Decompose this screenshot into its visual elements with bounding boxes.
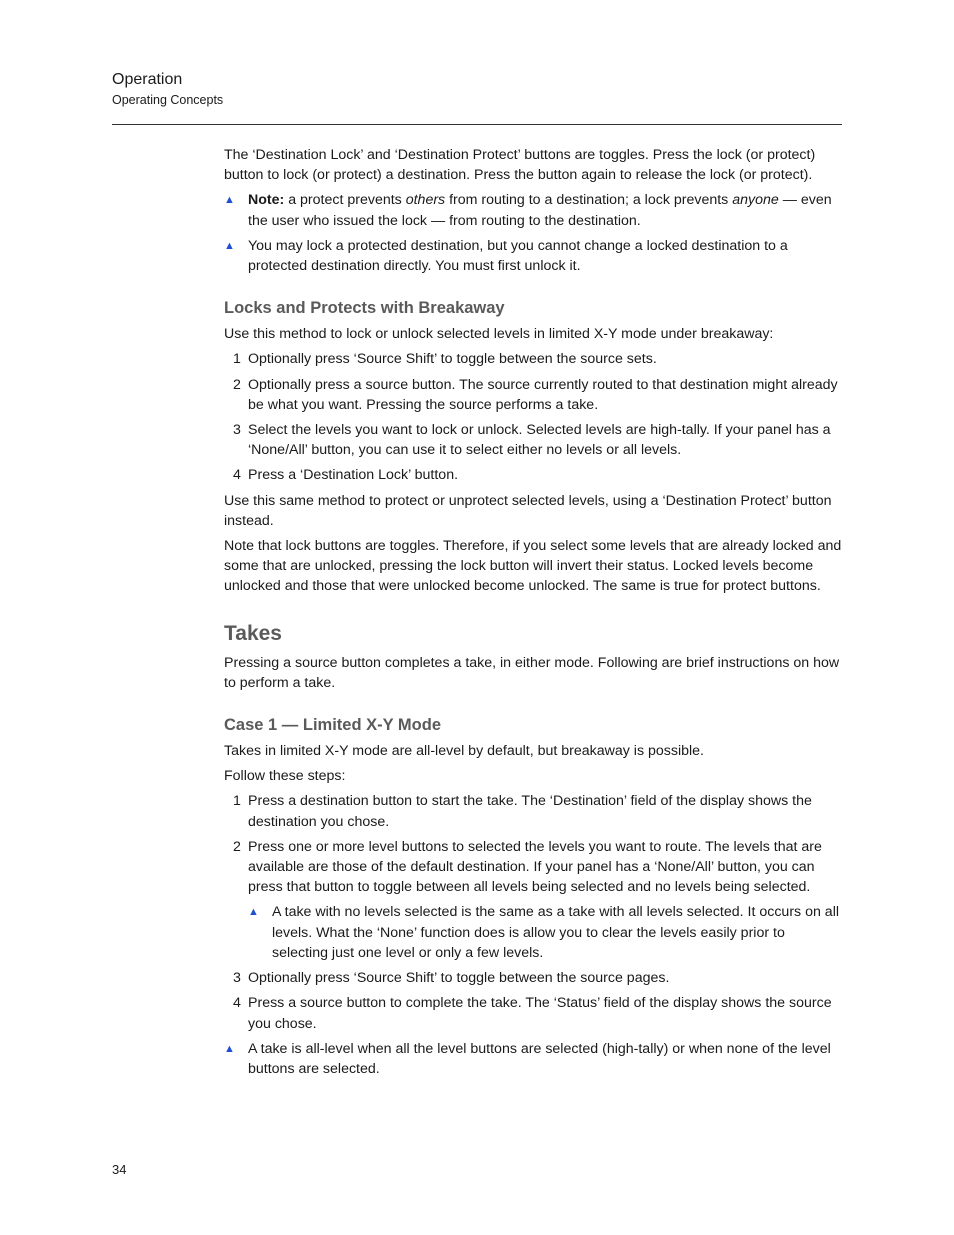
triangle-bullet-icon: ▲ — [224, 1042, 235, 1055]
locks-intro: Use this method to lock or unlock selected levels in limited X-Y mode under breakaway: — [224, 326, 774, 343]
locks-heading: Locks and Protects with Breakaway — [224, 299, 505, 318]
main-content — [224, 145, 842, 1084]
list-item: 3 Optionally press ‘Source Shift’ to toggle between the source pages. — [233, 970, 670, 987]
locks-after-1: Use this same method to protect or unprotect selected levels, using a ‘Destination Protect’ button instead. — [224, 492, 832, 529]
list-item: 3 Select the levels you want to lock or unlock. Selected levels are high-tally. If your panel has a ‘None/All’ button, you can use it to select either no levels or all levels. — [233, 422, 831, 459]
chapter-title: Operation — [112, 71, 183, 88]
header-rule — [112, 124, 842, 125]
case1-p2: Follow these steps: — [224, 768, 346, 785]
case1-p1: Takes in limited X-Y mode are all-level by default, but breakaway is possible. — [224, 743, 704, 760]
running-header — [112, 70, 223, 109]
list-item: 2 Press one or more level buttons to selected the levels you want to route. The levels that are available are those of the default destination. If your panel has a ‘None/All’ button, you can press that button to toggle between all levels being selected and no levels being selected. — [233, 838, 822, 896]
sub-bullet: ▲ A take with no levels selected is the same as a take with all levels selected. It occurs on all levels. What the ‘None’ function does is allow you to clear the levels easily prior to selecting just one level or only a few levels. — [248, 904, 839, 961]
case1-heading: Case 1 — Limited X-Y Mode — [224, 716, 441, 735]
triangle-bullet-icon: ▲ — [248, 906, 259, 919]
list-item: 1 Press a destination button to start the take. The ‘Destination’ field of the display shows the destination you chose. — [233, 793, 812, 830]
takes-heading: Takes — [224, 621, 282, 645]
section-title: Operating Concepts — [112, 93, 224, 107]
takes-intro: Pressing a source button completes a take, in either mode. Following are brief instructions on how to perform a take. — [224, 654, 840, 691]
triangle-bullet-icon: ▲ — [224, 239, 235, 252]
locks-after-2: Note that lock buttons are toggles. Therefore, if you select some levels that are already locked and some that are unlocked, pressing the lock button will invert their status. Locked levels become unlocked and those that were unlocked become unlocked. The same is true for protect buttons. — [224, 538, 842, 595]
all-level-bullet: ▲ A take is all-level when all the level buttons are selected (high-tally) or when none of the level buttons are selected. — [224, 1040, 831, 1077]
list-item: 2 Optionally press a source button. The source currently routed to that destination might already be what you want. Pressing the source performs a take. — [233, 376, 838, 413]
lock-protect-bullet: ▲ You may lock a protected destination, but you cannot change a locked destination to a protected destination directly. You must first unlock it. — [224, 237, 788, 275]
intro-paragraph: The ‘Destination Lock’ and ‘Destination Protect’ buttons are toggles. Press the lock (or protect) button to lock (or protect) a destination. Press the button again to release the lock (or protect). — [224, 147, 816, 184]
note-bullet: ▲ Note: a protect prevents others from routing to a destination; a lock prevents anyone — even the user who issued the lock — from routing to the destination. — [224, 192, 832, 229]
list-item: 4 Press a source button to complete the take. The ‘Status’ field of the display shows the source you chose. — [233, 995, 832, 1032]
triangle-bullet-icon: ▲ — [224, 194, 235, 207]
page-number: 34 — [112, 1162, 127, 1177]
list-item: 4 Press a ‘Destination Lock’ button. — [233, 467, 459, 484]
list-item: 1 Optionally press ‘Source Shift’ to toggle between the source sets. — [233, 351, 657, 368]
